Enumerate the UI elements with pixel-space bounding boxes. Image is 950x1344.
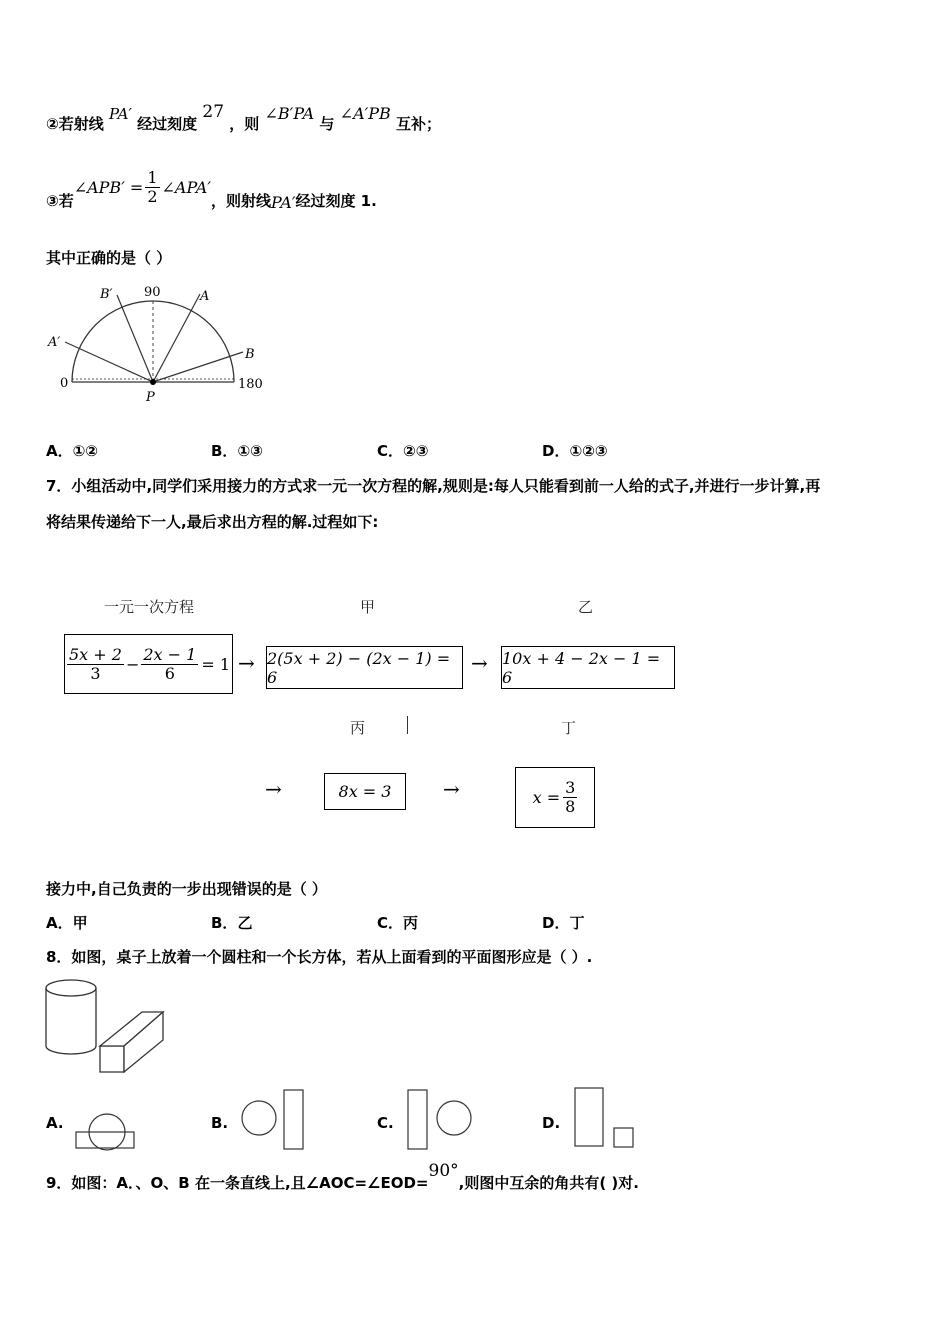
cylinder-top bbox=[46, 980, 96, 996]
q6-item3: ③若 ∠APB′ = $\frac{1}{2}$ ∠APA′ ，则射线 PA′ 经过刻度 1. bbox=[46, 168, 377, 212]
q7-option-a[interactable]: A．甲 bbox=[46, 914, 88, 932]
label-yi: 乙 bbox=[578, 598, 594, 616]
arrow-2: → bbox=[471, 651, 488, 675]
cursor-bar bbox=[407, 716, 408, 734]
q7-option-b[interactable]: B．乙 bbox=[211, 914, 253, 932]
ray-PB-prime bbox=[117, 295, 153, 382]
label-0: 0 bbox=[60, 376, 69, 391]
cylinder-bottom bbox=[46, 1046, 96, 1054]
q7-option-d[interactable]: D．丁 bbox=[542, 914, 585, 932]
label-bing: 丙 bbox=[350, 719, 366, 737]
q7-stem-line2: 将结果传递给下一人,最后求出方程的解.过程如下: bbox=[46, 513, 379, 531]
square-shape bbox=[614, 1128, 633, 1147]
q7-stem-line1: 7．小组活动中,同学们采用接力的方式求一元一次方程的解,规则是:每人只能看到前一人给的式子,并进行一步计算,再 bbox=[46, 477, 821, 495]
rectangle-shape bbox=[575, 1088, 603, 1146]
label-P: P bbox=[146, 390, 155, 405]
q8-option-a[interactable]: A. bbox=[46, 1114, 64, 1132]
label-A: A bbox=[200, 289, 210, 304]
arrow-4: → bbox=[443, 777, 460, 801]
label-B-prime: B′ bbox=[100, 287, 113, 302]
circle-shape bbox=[437, 1101, 471, 1135]
q6-question: 其中正确的是（ ） bbox=[46, 249, 172, 267]
yi-step-box: 10x + 4 − 2x − 1 = 6 bbox=[501, 646, 675, 689]
ding-step-box: x = $\frac{3}{8}$ bbox=[515, 767, 595, 828]
label-jia: 甲 bbox=[360, 598, 376, 616]
q9-stem: 9．如图：A．、O、B 在一条直线上,且∠AOC=∠EOD=90°,则图中互余的角共有( )对. bbox=[46, 1161, 639, 1192]
cylinder-cuboid-figure bbox=[44, 978, 174, 1078]
jia-step-box: 2(5x + 2) − (2x − 1) = 6 bbox=[266, 646, 463, 689]
q6-option-b[interactable]: B．①③ bbox=[211, 442, 263, 460]
label-A-prime: A′ bbox=[48, 335, 61, 350]
q6-option-c[interactable]: C．②③ bbox=[377, 442, 429, 460]
cuboid-front bbox=[100, 1046, 124, 1072]
q8-option-c-figure[interactable] bbox=[404, 1088, 484, 1152]
q8-option-b-figure[interactable] bbox=[240, 1088, 310, 1152]
q8-option-d[interactable]: D. bbox=[542, 1114, 561, 1132]
label-ding: 丁 bbox=[561, 719, 577, 737]
point-P bbox=[150, 379, 156, 385]
q8-option-a-figure[interactable] bbox=[74, 1108, 144, 1152]
q6-option-d[interactable]: D．①②③ bbox=[542, 442, 608, 460]
label-180: 180 bbox=[238, 377, 263, 392]
label-equation: 一元一次方程 bbox=[104, 598, 195, 616]
label-90: 90 bbox=[144, 285, 161, 300]
rectangle-shape bbox=[408, 1090, 427, 1149]
q8-option-d-figure[interactable] bbox=[572, 1086, 642, 1150]
arrow-1: → bbox=[238, 651, 255, 675]
q7-option-c[interactable]: C．丙 bbox=[377, 914, 419, 932]
equation-box: $\frac{5x + 2}{3}$ − $\frac{2x - 1}{6}$ = 1 bbox=[64, 634, 233, 694]
q8-option-b[interactable]: B. bbox=[211, 1114, 229, 1132]
q8-stem: 8．如图，桌子上放着一个圆柱和一个长方体，若从上面看到的平面图形应是（ ）. bbox=[46, 948, 593, 966]
q7-question: 接力中,自己负责的一步出现错误的是（ ） bbox=[46, 880, 327, 898]
arrow-3: → bbox=[265, 777, 282, 801]
rectangle-shape bbox=[284, 1090, 303, 1149]
ray-PA-prime bbox=[65, 342, 153, 382]
q8-option-c[interactable]: C. bbox=[377, 1114, 394, 1132]
protractor-figure bbox=[40, 280, 310, 410]
q6-option-a[interactable]: A．①② bbox=[46, 442, 99, 460]
q6-item2: ②若射线 PA′ 经过刻度 27 ，则 ∠B′PA 与 ∠A′PB 互补； bbox=[46, 102, 442, 133]
label-B: B bbox=[245, 347, 255, 362]
bing-step-box: 8x = 3 bbox=[324, 773, 406, 810]
circle-shape bbox=[242, 1101, 276, 1135]
